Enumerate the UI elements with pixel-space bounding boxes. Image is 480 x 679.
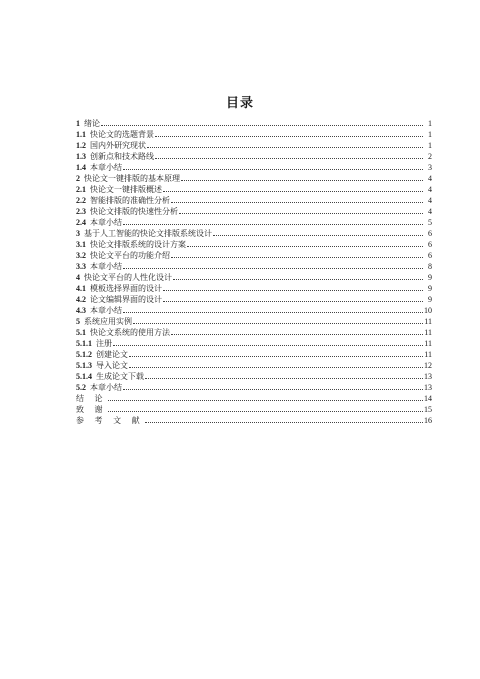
toc-entry[interactable] xyxy=(76,393,432,404)
page-title: 目录 xyxy=(225,96,254,111)
toc-entry-title: 国内外研究现状 xyxy=(90,141,146,150)
toc-entry-title: 模板选择界面的设计 xyxy=(90,284,162,293)
toc-entry[interactable] xyxy=(76,173,432,184)
dot-leader xyxy=(163,191,423,192)
toc-entry-page-number: 9 xyxy=(428,273,432,282)
toc-entry-page-number: 3 xyxy=(428,163,432,172)
toc-entry-title: 本章小结 xyxy=(90,262,122,271)
dot-leader xyxy=(133,323,423,324)
toc-entry[interactable] xyxy=(76,272,432,283)
toc-entry-title: 快论文一键排版概述 xyxy=(90,185,162,194)
toc-entry-number: 5.1.4 xyxy=(76,372,92,381)
dot-leader xyxy=(123,169,423,170)
dot-leader xyxy=(113,345,423,346)
toc-entry[interactable] xyxy=(76,371,432,382)
toc-entry-title: 参 考 文 献 xyxy=(76,416,144,425)
toc-entry[interactable] xyxy=(76,206,432,217)
dot-leader xyxy=(129,356,423,357)
toc-entry-number: 3 xyxy=(76,229,80,238)
toc-entry-number: 1.2 xyxy=(76,141,86,150)
toc-entry-title: 创新点和技术路线 xyxy=(90,152,154,161)
dot-leader xyxy=(171,334,423,335)
toc-entry-page-number: 12 xyxy=(424,361,432,370)
dot-leader xyxy=(163,290,423,291)
toc-entry[interactable] xyxy=(76,327,432,338)
toc-entry-number: 1.1 xyxy=(76,130,86,139)
toc-entry-number: 3.3 xyxy=(76,262,86,271)
toc-entry[interactable] xyxy=(76,305,432,316)
toc-entry[interactable] xyxy=(76,140,432,151)
toc-entry-page-number: 11 xyxy=(424,339,432,348)
toc-entry-number: 1.4 xyxy=(76,163,86,172)
toc-entry-page-number: 6 xyxy=(428,240,432,249)
dot-leader xyxy=(108,400,423,401)
toc-entry[interactable] xyxy=(76,195,432,206)
dot-leader xyxy=(173,279,423,280)
toc-entry-number: 2.2 xyxy=(76,196,86,205)
toc-entry-title: 注册 xyxy=(96,339,112,348)
toc-entry-title: 本章小结 xyxy=(90,218,122,227)
toc-entry-page-number: 9 xyxy=(428,295,432,304)
toc-entry-title: 基于人工智能的快论文排版系统设计 xyxy=(84,229,212,238)
dot-leader xyxy=(171,202,423,203)
dot-leader xyxy=(187,246,423,247)
dot-leader xyxy=(123,389,423,390)
toc-entry-title: 快论文排版系统的设计方案 xyxy=(90,240,186,249)
toc-entry[interactable] xyxy=(76,349,432,360)
toc-entry[interactable] xyxy=(76,382,432,393)
toc-entry[interactable] xyxy=(76,118,432,129)
toc-entry-page-number: 11 xyxy=(424,317,432,326)
table-of-contents xyxy=(76,118,432,426)
toc-entry-title: 快论文一键排版的基本原理 xyxy=(84,174,180,183)
toc-entry[interactable] xyxy=(76,316,432,327)
toc-entry-title: 生成论文下载 xyxy=(96,372,144,381)
toc-entry-page-number: 11 xyxy=(424,328,432,337)
dot-leader xyxy=(213,235,423,236)
toc-entry-page-number: 16 xyxy=(424,416,432,425)
toc-entry[interactable] xyxy=(76,217,432,228)
toc-entry-page-number: 6 xyxy=(428,229,432,238)
toc-entry-page-number: 1 xyxy=(428,141,432,150)
dot-leader xyxy=(145,378,423,379)
toc-entry-number: 4 xyxy=(76,273,80,282)
toc-entry-number: 1 xyxy=(76,119,80,128)
dot-leader xyxy=(181,180,423,181)
toc-entry-page-number: 9 xyxy=(428,284,432,293)
dot-leader xyxy=(108,411,423,412)
toc-entry-number: 5 xyxy=(76,317,80,326)
toc-entry-number: 4.1 xyxy=(76,284,86,293)
toc-entry[interactable] xyxy=(76,283,432,294)
dot-leader xyxy=(123,224,423,225)
dot-leader xyxy=(179,213,423,214)
toc-entry-page-number: 4 xyxy=(428,185,432,194)
toc-entry[interactable] xyxy=(76,162,432,173)
dot-leader xyxy=(129,367,423,368)
dot-leader xyxy=(163,301,423,302)
toc-entry-title: 系统应用实例 xyxy=(84,317,132,326)
dot-leader xyxy=(123,268,423,269)
toc-entry-page-number: 5 xyxy=(428,218,432,227)
toc-entry[interactable] xyxy=(76,360,432,371)
toc-entry-title: 快论文系统的使用方法 xyxy=(90,328,170,337)
toc-entry-number: 5.1.3 xyxy=(76,361,92,370)
toc-entry-title: 本章小结 xyxy=(90,306,122,315)
toc-entry-page-number: 2 xyxy=(428,152,432,161)
toc-entry[interactable] xyxy=(76,338,432,349)
toc-entry-page-number: 10 xyxy=(424,306,432,315)
toc-entry[interactable] xyxy=(76,261,432,272)
dot-leader xyxy=(145,422,423,423)
toc-entry-number: 4.3 xyxy=(76,306,86,315)
toc-entry[interactable] xyxy=(76,294,432,305)
toc-entry-page-number: 11 xyxy=(424,350,432,359)
toc-entry-title: 快论文排版的快速性分析 xyxy=(90,207,178,216)
toc-entry[interactable] xyxy=(76,151,432,162)
toc-entry-page-number: 6 xyxy=(428,251,432,260)
toc-entry-page-number: 13 xyxy=(424,383,432,392)
toc-entry-number: 2.4 xyxy=(76,218,86,227)
toc-entry[interactable] xyxy=(76,250,432,261)
toc-entry-number: 2.3 xyxy=(76,207,86,216)
toc-entry-page-number: 8 xyxy=(428,262,432,271)
toc-entry-title: 结 论 xyxy=(76,394,107,403)
toc-entry-title: 快论文平台的人性化设计 xyxy=(84,273,172,282)
toc-entry-number: 3.1 xyxy=(76,240,86,249)
dot-leader xyxy=(155,136,423,137)
dot-leader xyxy=(171,257,423,258)
toc-entry-number: 5.1 xyxy=(76,328,86,337)
toc-entry[interactable] xyxy=(76,404,432,415)
toc-entry-page-number: 4 xyxy=(428,174,432,183)
toc-entry-title: 创建论文 xyxy=(96,350,128,359)
toc-entry-number: 4.2 xyxy=(76,295,86,304)
toc-entry-number: 1.3 xyxy=(76,152,86,161)
toc-entry-title: 快论文平台的功能介绍 xyxy=(90,251,170,260)
toc-entry-title: 导入论文 xyxy=(96,361,128,370)
toc-entry-title: 快论文的选题背景 xyxy=(90,130,154,139)
toc-entry-number: 5.1.2 xyxy=(76,350,92,359)
toc-entry-page-number: 1 xyxy=(428,130,432,139)
toc-entry-title: 致 谢 xyxy=(76,405,107,414)
toc-entry-number: 3.2 xyxy=(76,251,86,260)
toc-entry[interactable] xyxy=(76,415,432,426)
toc-entry-page-number: 4 xyxy=(428,207,432,216)
toc-entry[interactable] xyxy=(76,184,432,195)
toc-entry-number: 2.1 xyxy=(76,185,86,194)
dot-leader xyxy=(123,312,423,313)
toc-entry-page-number: 4 xyxy=(428,196,432,205)
toc-entry-title: 本章小结 xyxy=(90,383,122,392)
toc-entry[interactable] xyxy=(76,129,432,140)
toc-entry[interactable] xyxy=(76,228,432,239)
toc-entry-number: 5.1.1 xyxy=(76,339,92,348)
toc-entry-page-number: 1 xyxy=(428,119,432,128)
toc-entry[interactable] xyxy=(76,239,432,250)
toc-entry-page-number: 13 xyxy=(424,372,432,381)
toc-entry-title: 智能排版的准确性分析 xyxy=(90,196,170,205)
toc-entry-number: 5.2 xyxy=(76,383,86,392)
toc-entry-page-number: 14 xyxy=(424,394,432,403)
dot-leader xyxy=(155,158,423,159)
toc-entry-title: 绪论 xyxy=(84,119,100,128)
toc-entry-number: 2 xyxy=(76,174,80,183)
dot-leader xyxy=(147,147,423,148)
toc-entry-page-number: 15 xyxy=(424,405,432,414)
toc-entry-title: 本章小结 xyxy=(90,163,122,172)
toc-entry-title: 论文编辑界面的设计 xyxy=(90,295,162,304)
dot-leader xyxy=(101,125,423,126)
